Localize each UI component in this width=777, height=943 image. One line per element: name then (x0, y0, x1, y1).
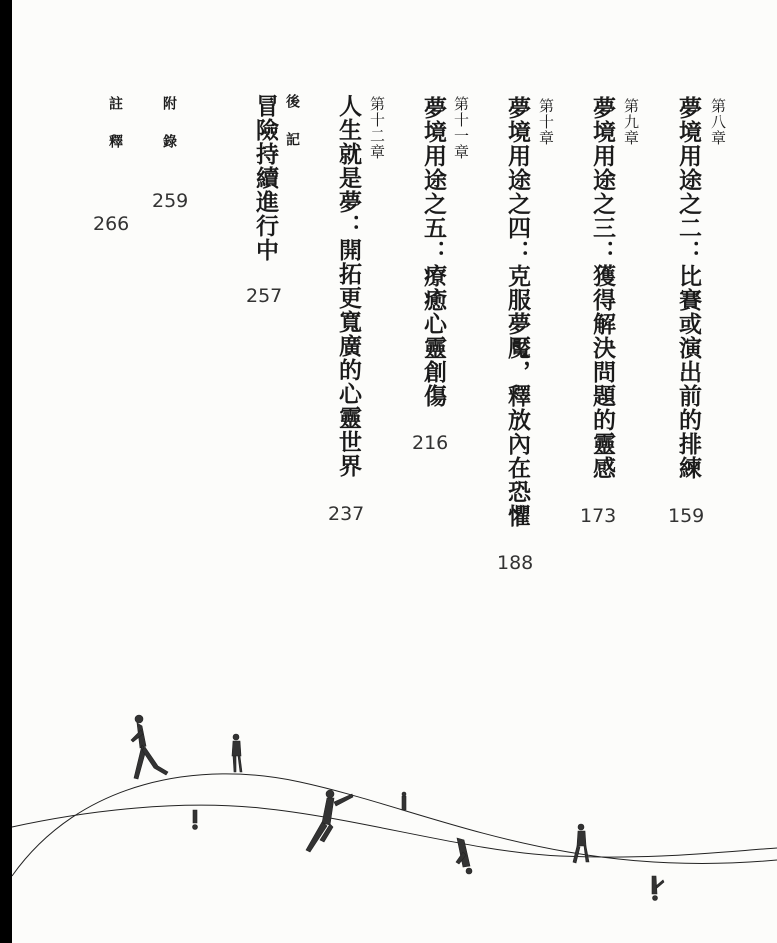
small-standing-person-icon (402, 792, 406, 810)
appendix-label: 附錄 (161, 96, 177, 172)
appendix-page: 259 (152, 190, 189, 212)
afterword-title: 冒險持續進行中 (252, 94, 278, 262)
chapter-10-page: 188 (497, 552, 534, 574)
chapter-8-page: 159 (668, 505, 705, 527)
chapter-9-title: 夢境用途之三：獲得解決問題的靈感 (589, 96, 615, 480)
chapter-10-label: 第十章 (537, 98, 555, 146)
chapter-8-title: 夢境用途之二：比賽或演出前的排練 (675, 96, 701, 480)
upside-down-person-icon (193, 810, 198, 830)
walking-person-icon (131, 715, 168, 779)
chapter-11-page: 216 (412, 432, 449, 454)
chapter-11-label: 第十一章 (452, 96, 470, 160)
inverted-person-icon (652, 876, 664, 901)
afterword-page: 257 (246, 285, 283, 307)
chapter-10-title: 夢境用途之四：克服夢魘，釋放內在恐懼 (504, 96, 530, 528)
chapter-9-label: 第九章 (622, 98, 640, 146)
chapter-8-label: 第八章 (709, 98, 727, 146)
hanging-person-icon (456, 838, 472, 874)
walking-figures-on-curves-illustration (0, 690, 777, 943)
chapter-9-page: 173 (580, 505, 617, 527)
standing-person-icon (232, 734, 242, 772)
curve-lower (12, 805, 777, 857)
chapter-12-page: 237 (328, 503, 365, 525)
chapter-12-title: 人生就是夢：開拓更寬廣的心靈世界 (335, 94, 361, 478)
chapter-12-label: 第十二章 (368, 96, 386, 160)
notes-label: 註釋 (107, 96, 123, 172)
curve-upper (12, 774, 777, 876)
afterword-label: 後記 (284, 94, 300, 170)
notes-page: 266 (93, 213, 130, 235)
chapter-11-title: 夢境用途之五：療癒心靈創傷 (420, 96, 446, 408)
